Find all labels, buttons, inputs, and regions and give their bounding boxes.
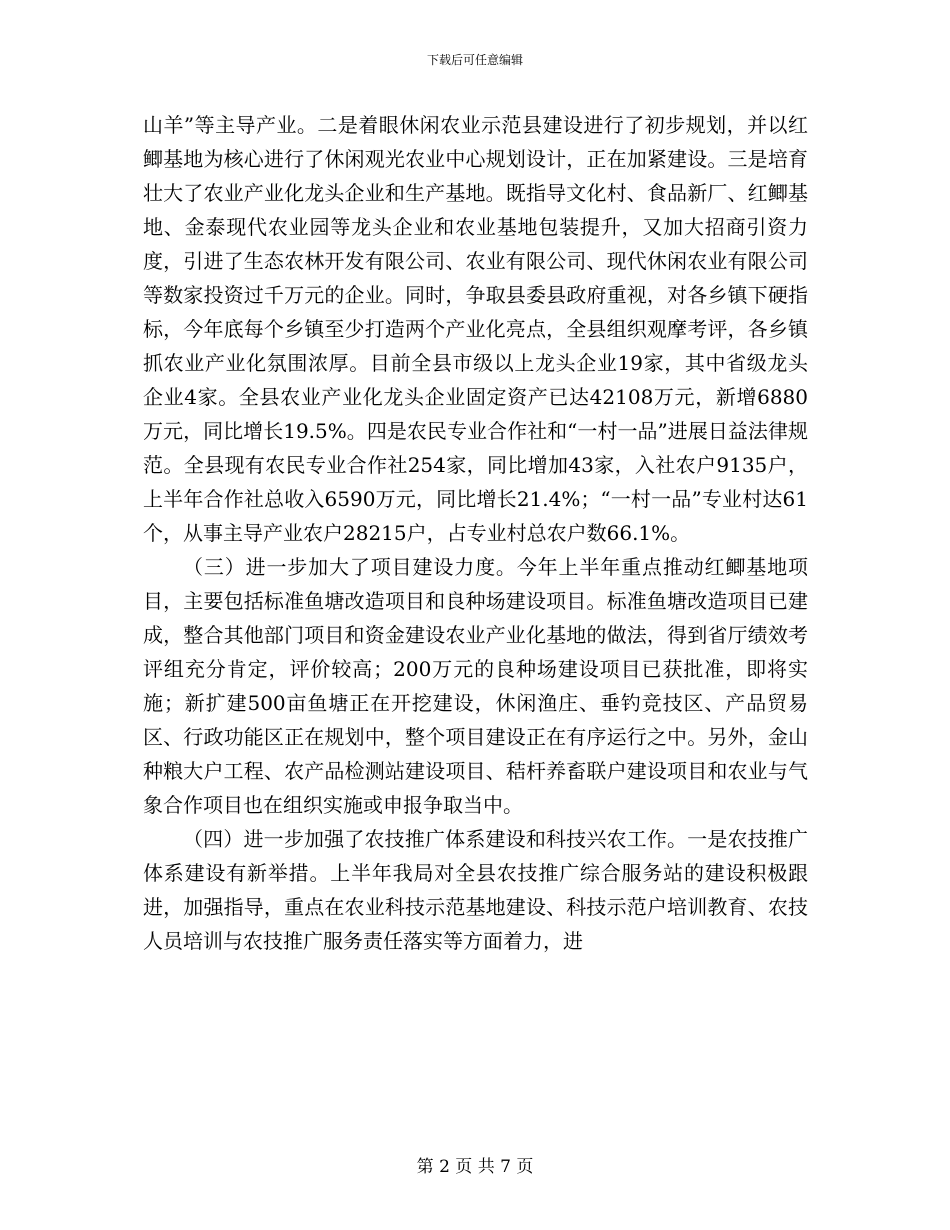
page-header: 下载后可任意编辑 [426, 53, 523, 67]
paragraph-section-three: （三）进一步加大了项目建设力度。今年上半年重点推动红鲫基地项目，主要包括标准鱼塘改造项目和良种场建设项目。标准鱼塘改造项目已建成，整合其他部门项目和资金建设农业产业化基地的做法，得到省厅绩效考评组充分肯定，评价较高；200万元的良种场建设项目已获批准，即将实施；新扩建500亩鱼塘正在开挖建设，休闲渔庄、垂钓竞技区、产品贸易区、行政功能区正在规划中，整个项目建设正在有序运行之中。另外，金山种粮大户工程、农产品检测站建设项目、秸杆养畜联户建设项目和农业与气象合作项目也在组织实施或申报争取当中。 [143, 555, 808, 817]
document-body [143, 108, 808, 958]
paragraph-section-four: （四）进一步加强了农技推广体系建设和科技兴农工作。一是农技推广体系建设有新举措。上半年我局对全县农技推广综合服务站的建设积极跟进，加强指导，重点在农业科技示范基地建设、科技示范户培训教育、农技人员培训与农技推广服务责任落实等方面着力，进 [143, 827, 808, 953]
paragraph-continuation: 山羊”等主导产业。二是着眼休闲农业示范县建设进行了初步规划，并以红鲫基地为核心进行了休闲观光农业中心规划设计，正在加紧建设。三是培育壮大了农业产业化龙头企业和生产基地。既指导文化村、食品新厂、红鲫基地、金泰现代农业园等龙头企业和农业基地包装提升，又加大招商引资力度，引进了生态农林开发有限公司、农业有限公司、现代休闲农业有限公司等数家投资过千万元的企业。同时，争取县委县政府重视，对各乡镇下硬指标，今年底每个乡镇至少打造两个产业化亮点，全县组织观摩考评，各乡镇抓农业产业化氛围浓厚。目前全县市级以上龙头企业19家，其中省级龙头企业4家。全县农业产业化龙头企业固定资产已达42108万元，新增6880万元，同比增长19.5%。四是农民专业合作社和“一村一品”进展日益法律规范。全县现有农民专业合作社254家，同比增加43家，入社农户9135户，上半年合作社总收入6590万元，同比增长21.4%；“一村一品”专业村达61个，从事主导产业农户28215户，占专业村总农户数66.1%。 [143, 113, 808, 545]
page-number-footer: 第 2 页 共 7 页 [416, 1157, 534, 1177]
